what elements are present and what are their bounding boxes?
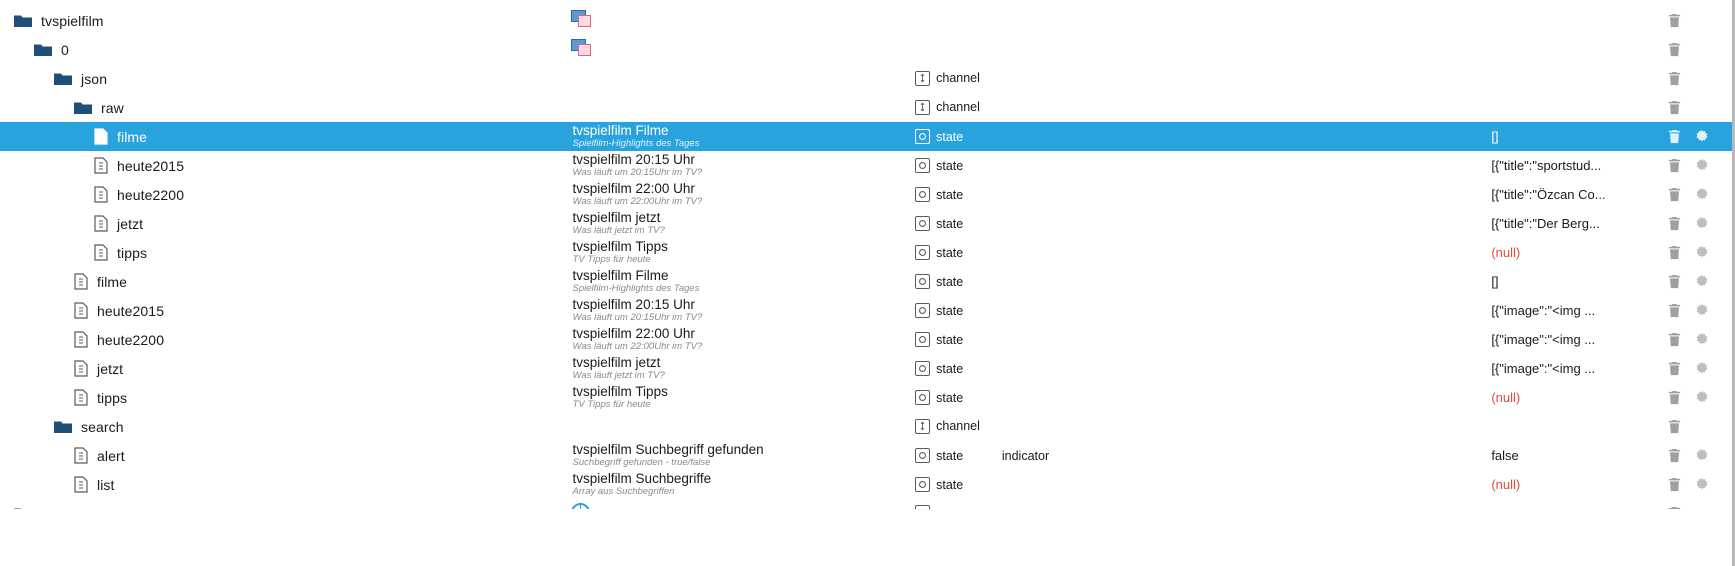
role-label: state	[936, 274, 964, 289]
row-name: jetzt	[117, 215, 144, 232]
state-file-icon	[94, 215, 108, 232]
row-value[interactable]: (null)	[1491, 477, 1521, 492]
channel-icon	[915, 6, 930, 7]
row-title: tvspielfilm 20:15 Uhr	[572, 296, 695, 312]
row-value[interactable]: [{"title":"sportstud...	[1491, 158, 1602, 173]
table-row[interactable]	[0, 64, 1732, 93]
row-value[interactable]: (null)	[1491, 390, 1521, 405]
trash-icon[interactable]	[1666, 418, 1683, 435]
role-chip	[915, 361, 963, 376]
state-file-icon	[94, 186, 108, 203]
row-extra: indicator	[1001, 449, 1050, 463]
row-title: tvspielfilm Suchbegriffe	[572, 470, 712, 486]
row-title: tvspielfilm Filme	[572, 267, 669, 283]
state-file-icon	[74, 447, 88, 464]
role-chip	[915, 71, 980, 86]
trash-icon[interactable]	[1666, 389, 1683, 406]
table-row[interactable]	[0, 35, 1732, 64]
role-chip	[915, 245, 963, 260]
row-name: search	[81, 418, 124, 435]
row-value[interactable]: [{"image":"<img ...	[1491, 361, 1596, 376]
row-name: tipps	[97, 389, 128, 406]
role-chip	[915, 216, 963, 231]
state-icon	[915, 216, 930, 231]
state-file-icon	[74, 389, 88, 406]
table-row[interactable]	[0, 122, 1732, 151]
folder-icon	[14, 507, 32, 510]
row-description: Spielfilm-Highlights des Tages	[572, 138, 700, 150]
state-icon	[915, 448, 930, 463]
row-title: tvspielfilm 20:15 Uhr	[572, 151, 695, 167]
role-chip	[915, 303, 963, 318]
row-value[interactable]: []	[1491, 129, 1499, 144]
role-label: state	[936, 216, 964, 231]
role-chip	[915, 390, 963, 405]
partial-row-bottom	[0, 499, 1732, 509]
row-name: json	[81, 70, 108, 87]
table-row[interactable]	[0, 209, 1732, 238]
folder-icon	[14, 14, 32, 28]
partial-row-top	[0, 0, 1732, 6]
gear-icon[interactable]	[1693, 302, 1710, 319]
gear-icon[interactable]	[1693, 360, 1710, 377]
row-value[interactable]: [{"image":"<img ...	[1491, 303, 1596, 318]
row-name: heute2015	[117, 157, 185, 174]
row-title: tvspielfilm 22:00 Uhr	[572, 180, 695, 196]
table-row[interactable]	[0, 412, 1732, 441]
state-icon	[915, 158, 930, 173]
table-row[interactable]	[0, 296, 1732, 325]
state-file-icon	[94, 128, 108, 145]
gear-icon[interactable]	[1693, 157, 1710, 174]
gear-icon[interactable]	[1693, 244, 1710, 261]
trash-icon[interactable]	[1666, 244, 1683, 261]
row-description: Suchbegriff gefunden - true/false	[572, 457, 711, 469]
table-row[interactable]	[0, 151, 1732, 180]
role-label: state	[936, 332, 964, 347]
row-name: heute2015	[97, 302, 165, 319]
row-description: Was läuft um 20:15Uhr im TV?	[572, 167, 703, 179]
role-chip	[915, 129, 963, 144]
state-icon	[915, 332, 930, 347]
role-label: state	[936, 245, 964, 260]
object-rows	[0, 6, 1732, 499]
trash-icon[interactable]	[1666, 505, 1683, 509]
row-value[interactable]: (null)	[1491, 245, 1521, 260]
row-name: filme	[117, 128, 148, 145]
folder-icon	[54, 420, 72, 434]
role-chip	[915, 477, 963, 492]
row-title: tvspielfilm Tipps	[572, 383, 668, 399]
role-label: state	[936, 361, 964, 376]
row-name: 0	[61, 41, 69, 58]
state-icon	[915, 274, 930, 289]
role-label: channel	[936, 100, 980, 115]
trash-icon[interactable]	[1666, 331, 1683, 348]
trash-icon[interactable]	[1666, 273, 1683, 290]
trash-icon[interactable]	[1666, 186, 1683, 203]
role-label: state	[936, 187, 964, 202]
trash-icon[interactable]	[1666, 12, 1683, 29]
table-row[interactable]	[0, 6, 1732, 35]
state-file-icon	[74, 302, 88, 319]
table-row[interactable]	[0, 267, 1732, 296]
row-description: TV Tipps für heute	[572, 254, 651, 266]
role-label: state	[936, 390, 964, 405]
table-row[interactable]	[0, 93, 1732, 122]
role-chip	[915, 419, 980, 434]
role-label: state	[936, 448, 964, 463]
row-name: heute2200	[117, 186, 185, 203]
role-label: state	[936, 303, 964, 318]
gear-icon[interactable]	[1693, 476, 1710, 493]
gear-icon[interactable]	[1693, 447, 1710, 464]
row-name: list	[97, 476, 115, 493]
trash-icon[interactable]	[1666, 302, 1683, 319]
row-title: tvspielfilm Filme	[572, 122, 669, 138]
state-file-icon	[94, 157, 108, 174]
trash-icon[interactable]	[1666, 41, 1683, 58]
row-name: filme	[97, 273, 128, 290]
row-name: tvspielfilm	[41, 12, 104, 29]
row-name: alert	[97, 447, 125, 464]
state-icon	[915, 187, 930, 202]
table-row[interactable]	[0, 180, 1732, 209]
globe-icon	[571, 503, 590, 510]
role-label: state	[936, 158, 964, 173]
row-title: tvspielfilm jetzt	[572, 354, 661, 370]
row-description: Was läuft um 22:00Uhr im TV?	[572, 341, 703, 353]
image-icon	[571, 16, 593, 31]
trash-icon[interactable]	[1666, 215, 1683, 232]
state-icon	[915, 390, 930, 405]
row-title: tvspielfilm Tipps	[572, 238, 668, 254]
folder-icon	[54, 72, 72, 86]
row-name: heute2200	[97, 331, 165, 348]
state-file-icon	[74, 273, 88, 290]
gear-icon[interactable]	[1693, 273, 1710, 290]
role-label: state	[936, 129, 964, 144]
role-chip	[915, 187, 963, 202]
trash-icon[interactable]	[1666, 99, 1683, 116]
row-value[interactable]: [{"title":"Özcan Co...	[1491, 187, 1606, 202]
gear-icon[interactable]	[1693, 389, 1710, 406]
gear-icon[interactable]	[1693, 128, 1710, 145]
channel-icon	[915, 419, 930, 434]
row-title: tvspielfilm jetzt	[572, 209, 661, 225]
role-label: channel	[936, 71, 980, 86]
trash-icon[interactable]	[1666, 157, 1683, 174]
channel-icon	[915, 71, 930, 86]
row-description: Was läuft um 20:15Uhr im TV?	[572, 312, 703, 324]
row-description: Was läuft jetzt im TV?	[572, 225, 665, 237]
role-chip	[915, 274, 963, 289]
state-file-icon	[74, 476, 88, 493]
folder-icon	[74, 101, 92, 115]
trash-icon[interactable]	[1666, 128, 1683, 145]
row-description: Was läuft um 22:00Uhr im TV?	[572, 196, 703, 208]
state-icon	[915, 129, 930, 144]
row-value[interactable]: [{"image":"<img ...	[1491, 332, 1596, 347]
role-label: state	[936, 477, 964, 492]
table-row[interactable]	[0, 238, 1732, 267]
row-name: jetzt	[97, 360, 124, 377]
state-file-icon	[74, 331, 88, 348]
trash-icon[interactable]	[1666, 70, 1683, 87]
state-icon	[915, 505, 930, 510]
state-icon	[915, 303, 930, 318]
row-value[interactable]: [{"title":"Der Berg...	[1491, 216, 1600, 231]
gear-icon[interactable]	[1693, 331, 1710, 348]
state-file-icon	[74, 360, 88, 377]
role-chip	[915, 332, 963, 347]
table-row[interactable]	[0, 470, 1732, 499]
row-name: tipps	[117, 244, 148, 261]
trash-icon[interactable]	[1666, 447, 1683, 464]
row-description: Array aus Suchbegriffen	[572, 486, 675, 498]
gear-icon[interactable]	[1693, 215, 1710, 232]
role-chip	[915, 158, 963, 173]
row-title: tvspielfilm 22:00 Uhr	[572, 325, 695, 341]
state-icon	[915, 361, 930, 376]
table-row[interactable]	[0, 383, 1732, 412]
trash-icon[interactable]	[1666, 360, 1683, 377]
row-description: Was läuft jetzt im TV?	[572, 370, 665, 382]
role-chip-partial	[915, 6, 930, 7]
state-icon	[915, 477, 930, 492]
row-value[interactable]: false	[1491, 448, 1519, 463]
channel-icon	[915, 100, 930, 115]
folder-icon	[34, 43, 52, 57]
row-description: TV Tipps für heute	[572, 399, 651, 411]
role-chip	[915, 100, 980, 115]
gear-icon[interactable]	[1693, 186, 1710, 203]
table-row[interactable]	[0, 441, 1732, 470]
role-chip	[915, 448, 963, 463]
row-name: raw	[101, 99, 124, 116]
row-value[interactable]: []	[1491, 274, 1499, 289]
row-description: Spielfilm-Highlights des Tages	[572, 283, 700, 295]
image-icon	[571, 45, 593, 60]
trash-icon[interactable]	[1666, 476, 1683, 493]
row-title: tvspielfilm Suchbegriff gefunden	[572, 441, 764, 457]
table-row[interactable]	[0, 354, 1732, 383]
state-file-icon	[94, 244, 108, 261]
role-label: channel	[936, 419, 980, 434]
state-icon	[915, 245, 930, 260]
table-row[interactable]	[0, 325, 1732, 354]
